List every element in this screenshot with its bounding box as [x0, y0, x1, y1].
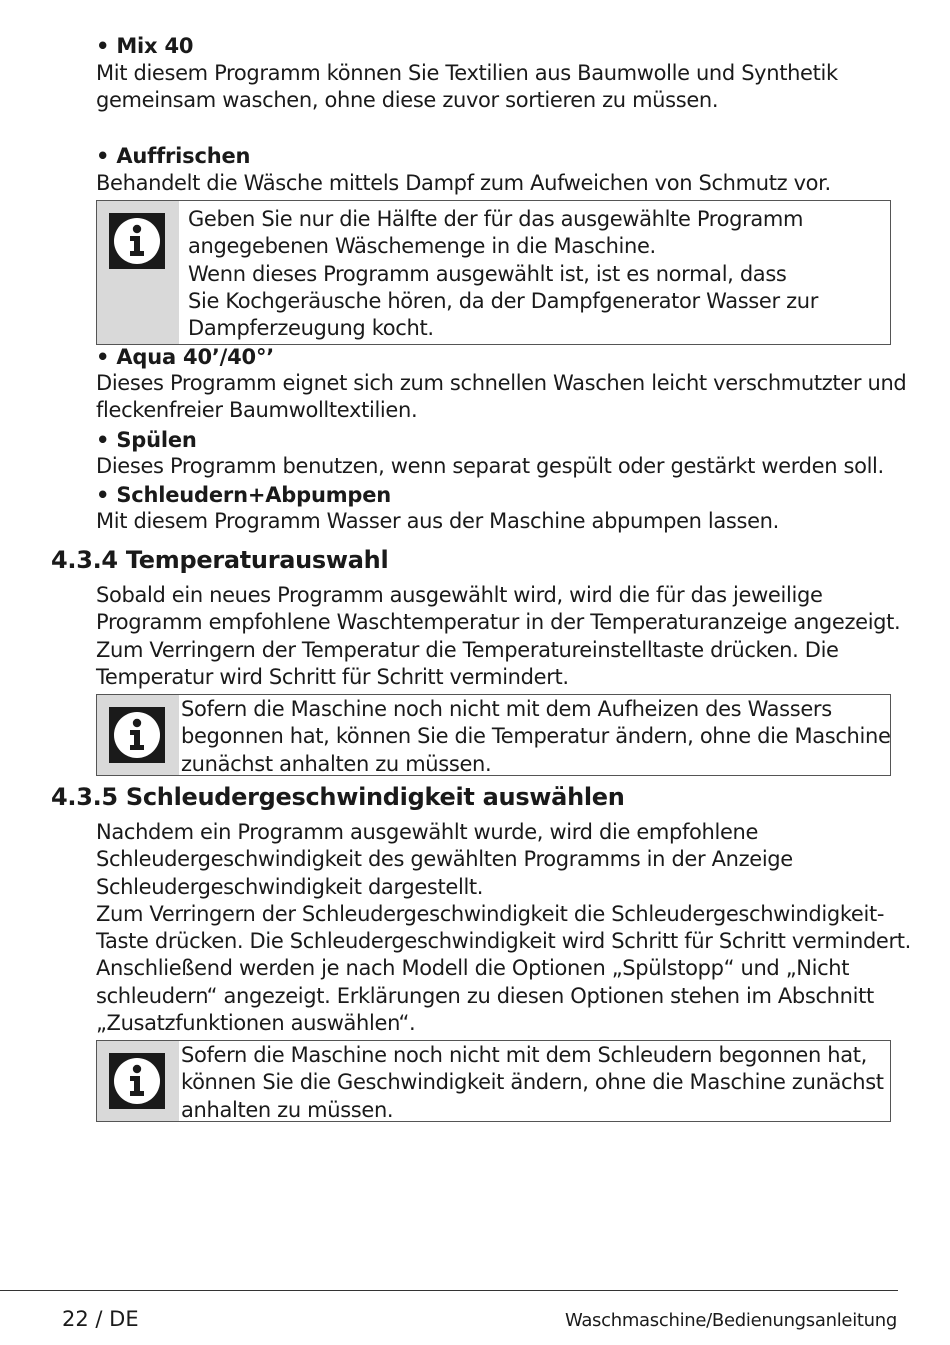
program-title-aqua: • Aqua 40’/40°’ [96, 345, 275, 369]
section-text-temperature [96, 582, 900, 691]
note-icon-cell [97, 1041, 179, 1121]
text-line: Dampferzeugung kocht. [188, 316, 434, 341]
text-line: Sofern die Maschine noch nicht mit dem Schleudern begonnen hat, [181, 1043, 867, 1067]
program-title-mix40: • Mix 40 [96, 34, 194, 58]
text-line: Schleudergeschwindigkeit dargestellt. [96, 874, 484, 899]
footer-divider [0, 1290, 898, 1291]
text-line: Zum Verringern der Schleudergeschwindigkeit die Schleudergeschwindigkeit- [96, 901, 885, 926]
text-line: Dieses Programm benutzen, wenn separat gespült oder gestärkt werden soll. [96, 454, 884, 478]
section-heading-spin-speed: 4.3.5 Schleudergeschwindigkeit auswählen [51, 783, 625, 811]
section-text-spin-speed [96, 819, 911, 1037]
note-icon-cell [97, 695, 179, 775]
section-heading-temperature: 4.3.4 Temperaturauswahl [51, 546, 389, 574]
note-text [188, 206, 818, 342]
document-title: Waschmaschine/Bedienungsanleitung [564, 1310, 897, 1331]
text-line: Taste drücken. Die Schleudergeschwindigkeit wird Schritt für Schritt vermindert. [96, 929, 911, 954]
text-line: Temperatur wird Schritt für Schritt vermindert. [96, 664, 569, 689]
text-line: Programm empfohlene Waschtemperatur in der Temperaturanzeige angezeigt. [96, 610, 901, 635]
text-line: Geben Sie nur die Hälfte der für das ausgewählte Programm [188, 207, 804, 231]
note-text [181, 1042, 884, 1124]
note-text [181, 696, 891, 778]
info-icon [109, 1053, 165, 1109]
text-line: gemeinsam waschen, ohne diese zuvor sortieren zu müssen. [96, 88, 719, 113]
text-line: Sie Kochgeräusche hören, da der Dampfgenerator Wasser zur [188, 288, 818, 313]
text-line: angegebenen Wäschemenge in die Maschine. [188, 234, 656, 259]
text-line: Sofern die Maschine noch nicht mit dem Aufheizen des Wassers [181, 697, 832, 721]
text-line: Sobald ein neues Programm ausgewählt wird, wird die für das jeweilige [96, 583, 823, 607]
text-line: Dieses Programm eignet sich zum schnellen Waschen leicht verschmutzter und [96, 371, 907, 395]
program-title-schleudern: • Schleudern+Abpumpen [96, 483, 391, 507]
info-icon [109, 707, 165, 763]
text-line: fleckenfreier Baumwolltextilien. [96, 398, 418, 423]
program-title-auffrischen: • Auffrischen [96, 144, 251, 168]
text-line: können Sie die Geschwindigkeit ändern, ohne die Maschine zunächst [181, 1070, 884, 1095]
text-line: zunächst anhalten zu müssen. [181, 751, 492, 776]
text-line: Wenn dieses Programm ausgewählt ist, ist es normal, dass [188, 261, 787, 286]
text-line: Schleudergeschwindigkeit des gewählten Programms in der Anzeige [96, 847, 793, 872]
info-note-spin-speed [96, 1040, 891, 1122]
program-desc-spuelen [96, 453, 884, 480]
program-desc-schleudern [96, 508, 779, 535]
note-icon-cell [97, 201, 179, 344]
text-line: „Zusatzfunktionen auswählen“. [96, 1011, 416, 1036]
text-line: begonnen hat, können Sie die Temperatur ändern, ohne die Maschine [181, 724, 891, 749]
info-note-temperature [96, 694, 891, 776]
program-desc-mix40 [96, 60, 838, 115]
info-note-steam [96, 200, 891, 345]
text-line: Nachdem ein Programm ausgewählt wurde, wird die empfohlene [96, 820, 759, 844]
text-line: Zum Verringern der Temperatur die Temperatureinstelltaste drücken. Die [96, 637, 839, 662]
program-desc-auffrischen [96, 170, 831, 197]
info-icon [109, 213, 165, 269]
text-line: Mit diesem Programm können Sie Textilien aus Baumwolle und Synthetik [96, 61, 838, 85]
program-title-spuelen: • Spülen [96, 428, 197, 452]
page-number: 22 / DE [62, 1307, 139, 1331]
text-line: anhalten zu müssen. [181, 1097, 394, 1122]
text-line: schleudern“ angezeigt. Erklärungen zu diesen Optionen stehen im Abschnitt [96, 983, 874, 1008]
program-desc-aqua [96, 370, 906, 425]
text-line: Anschließend werden je nach Modell die Optionen „Spülstopp“ und „Nicht [96, 956, 850, 981]
text-line: Behandelt die Wäsche mittels Dampf zum Aufweichen von Schmutz vor. [96, 171, 831, 195]
text-line: Mit diesem Programm Wasser aus der Maschine abpumpen lassen. [96, 509, 779, 533]
